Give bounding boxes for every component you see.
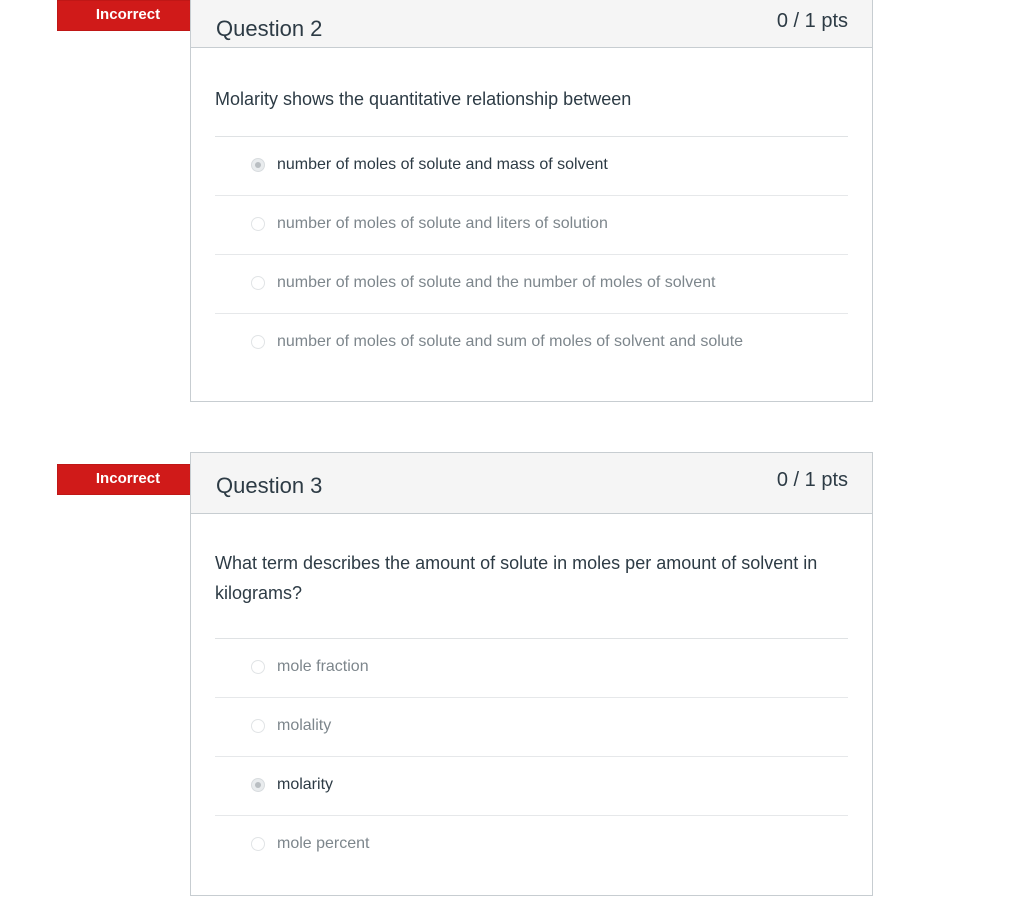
answer-option[interactable] xyxy=(215,137,848,196)
answer-label: number of moles of solute and mass of solvent xyxy=(277,156,608,173)
badge-label: Incorrect xyxy=(95,6,161,23)
incorrect-badge xyxy=(57,0,207,31)
answer-label: number of moles of solute and sum of moles of solvent and solute xyxy=(277,333,744,350)
radio-button-checked[interactable] xyxy=(251,778,265,792)
answer-option[interactable] xyxy=(215,639,848,698)
answer-option[interactable] xyxy=(215,314,848,372)
question-card xyxy=(190,452,873,896)
answer-label: mole percent xyxy=(277,835,370,852)
answer-option[interactable] xyxy=(215,698,848,757)
answer-label: mole fraction xyxy=(277,658,369,675)
answer-label: molarity xyxy=(277,776,334,793)
answer-label: number of moles of solute and the number of moles of solvent xyxy=(277,274,716,291)
radio-button[interactable] xyxy=(251,660,265,674)
answer-option[interactable] xyxy=(215,757,848,816)
question-title: Question 2 xyxy=(216,16,323,41)
answer-list xyxy=(215,639,848,874)
radio-button[interactable] xyxy=(251,837,265,851)
question-points: 0 / 1 pts xyxy=(776,469,848,491)
answer-option[interactable] xyxy=(215,196,848,255)
answer-list xyxy=(215,137,848,372)
radio-button[interactable] xyxy=(251,217,265,231)
question-points: 0 / 1 pts xyxy=(776,10,848,32)
incorrect-badge xyxy=(57,464,207,495)
question-body xyxy=(191,514,872,874)
question-text: What term describes the amount of solute in moles per amount of solvent in kilograms? xyxy=(215,514,848,639)
question-body xyxy=(191,48,872,372)
question-header xyxy=(191,0,872,48)
answer-label: number of moles of solute and liters of solution xyxy=(277,215,608,232)
radio-button-checked[interactable] xyxy=(251,158,265,172)
answer-option[interactable] xyxy=(215,816,848,874)
answer-option[interactable] xyxy=(215,255,848,314)
question-text: Molarity shows the quantitative relationship between xyxy=(215,48,848,137)
radio-button[interactable] xyxy=(251,276,265,290)
question-card xyxy=(190,0,873,402)
question-header xyxy=(191,453,872,514)
radio-button[interactable] xyxy=(251,335,265,349)
question-title: Question 3 xyxy=(216,473,323,498)
radio-button[interactable] xyxy=(251,719,265,733)
answer-label: molality xyxy=(277,717,332,734)
badge-label: Incorrect xyxy=(95,470,161,487)
